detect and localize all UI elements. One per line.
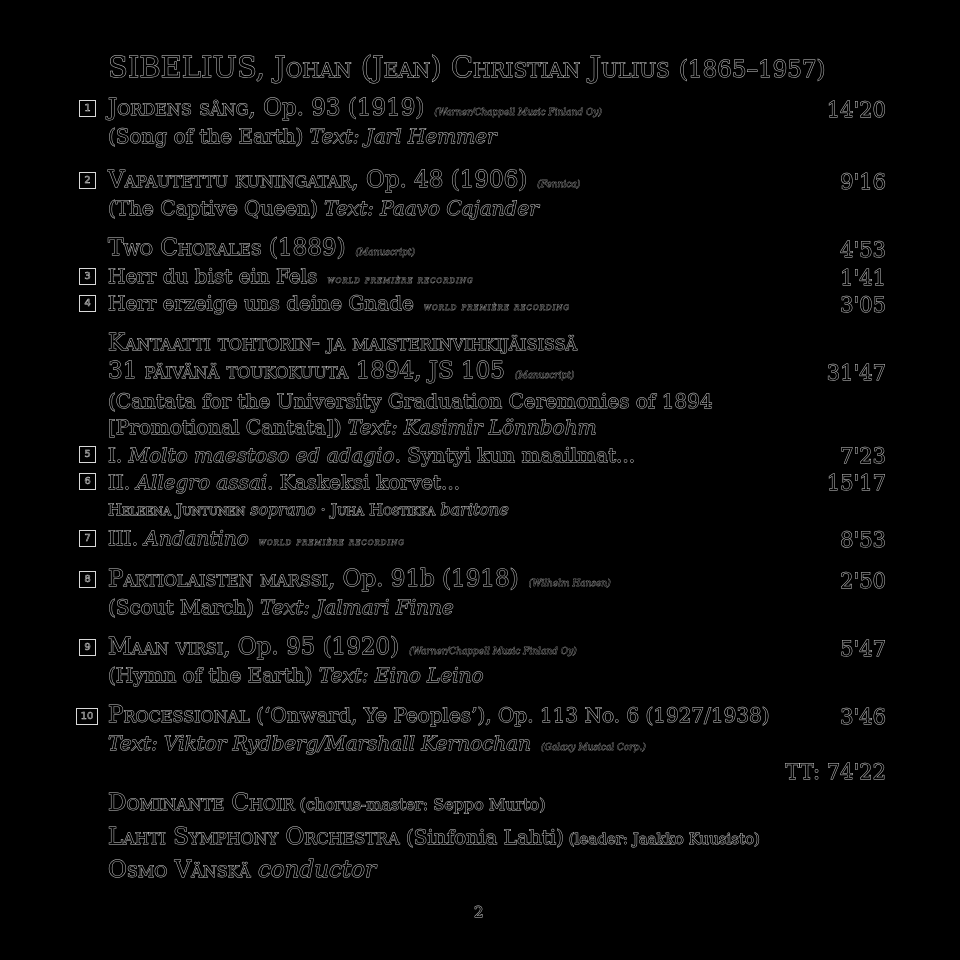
cantata-subtitle-line1: (Cantata for the University Graduation Ceremonies of 1894 — [108, 389, 713, 413]
orchestra-name: Lahti Symphony Orchestra — [108, 824, 400, 850]
track-duration: 2'50 — [840, 569, 886, 593]
work-title: Jordens sång — [108, 95, 249, 121]
work-subtitle — [108, 196, 539, 220]
movement-number: II. — [108, 470, 131, 494]
work-opus: , Op. 93 (1919) — [248, 95, 425, 121]
track-number: 4 — [79, 295, 96, 312]
subtitle-text: (The Captive Queen) — [108, 196, 318, 220]
text-label: Text: — [318, 663, 369, 687]
work-subtitle — [108, 663, 484, 687]
work-opus: , JS 105 — [414, 358, 505, 384]
work-title: Herr erzeige uns deine Gnade — [108, 291, 414, 315]
work-year: (1889) — [261, 235, 346, 261]
track-duration: 8'53 — [840, 528, 886, 552]
publisher: (Wilhelm Hansen) — [528, 579, 611, 589]
orchestra-alt-name: (Sinfonia Lahti) — [399, 825, 564, 849]
cantata-duration: 31'47 — [826, 361, 886, 385]
soloist-voice: soprano — [250, 500, 316, 519]
track-number: 1 — [79, 100, 96, 117]
text-author: Kasimir Lönnbohm — [403, 415, 597, 439]
track-duration: 14'20 — [826, 98, 886, 122]
text-author: Eino Leino — [374, 663, 484, 687]
text-author: Viktor Rydberg/Marshall Kernochan — [164, 731, 531, 755]
total-time: TT: 74'22 — [785, 760, 886, 784]
work-opus: (‘Onward, Ye Peoples’), Op. 113 No. 6 (1927/1938) — [249, 703, 770, 727]
track-number: 5 — [79, 446, 96, 463]
group-duration: 4'53 — [840, 238, 886, 262]
cantata-title-date: 31 päivänä toukokuuta 1894 — [108, 358, 415, 384]
publisher: (Warner/Chappell Music Finland Oy) — [434, 108, 602, 118]
choir-line — [108, 790, 546, 816]
movement-number: III. — [108, 526, 139, 550]
track-number: 8 — [79, 571, 96, 588]
text-label: Text: — [347, 415, 398, 439]
work-title: Herr du bist ein Fels — [108, 264, 318, 288]
text-label: Text: — [260, 595, 310, 619]
track-duration: 9'16 — [840, 170, 886, 194]
separator: · — [315, 500, 331, 519]
orchestra-line — [108, 824, 760, 850]
premiere-note: world première recording — [258, 537, 405, 548]
choir-name: Dominante Choir — [108, 790, 295, 816]
publisher: (Warner/Chappell Music Finland Oy) — [409, 647, 577, 657]
track-duration: 7'23 — [840, 444, 886, 468]
premiere-note: world première recording — [327, 275, 474, 286]
track-duration: 3'05 — [840, 293, 886, 317]
work-opus: , Op. 95 (1920) — [223, 634, 400, 660]
movement-tempo: Molto maestoso ed adagio — [128, 443, 395, 467]
publisher: (Fennica) — [537, 180, 581, 190]
text-author: Paavo Cajander — [380, 196, 539, 220]
cantata-subtitle-line2 — [108, 415, 597, 439]
text-label: Text: — [324, 196, 374, 220]
track-duration: 1'41 — [840, 266, 886, 290]
publisher: (Manuscript) — [355, 248, 415, 258]
track-title-line — [108, 167, 580, 193]
movement-tempo: Allegro assai — [136, 470, 268, 494]
publisher: (Galaxy Musical Corp.) — [541, 743, 646, 753]
track-title-line — [108, 566, 611, 592]
subtitle-text: (Song of the Earth) — [108, 124, 304, 148]
work-title: Partiolaisten marssi — [108, 566, 328, 592]
movement-line — [108, 470, 460, 494]
subtitle-text: (Scout March) — [108, 595, 254, 619]
track-number: 6 — [79, 473, 96, 490]
work-title: Two Chorales — [108, 235, 262, 261]
text-author: Jalmari Finne — [316, 595, 454, 619]
work-subtitle — [108, 731, 646, 755]
orchestra-detail: (leader: Jaakko Kuusisto) — [563, 830, 760, 848]
work-opus: , Op. 48 (1906) — [351, 167, 528, 193]
track-number: 3 — [79, 268, 96, 285]
track-duration: 5'47 — [840, 637, 886, 661]
track-title-line — [108, 264, 474, 288]
movement-tempo: Andantino — [144, 526, 249, 550]
text-author: Jarl Hemmer — [365, 124, 497, 148]
movement-words: . Kaskeksi korvet... — [267, 470, 461, 494]
movement-line — [108, 443, 635, 467]
page-number: 2 — [474, 903, 484, 921]
work-group-title — [108, 235, 415, 261]
work-subtitle — [108, 595, 454, 619]
soloist-voice: baritone — [440, 500, 509, 519]
publisher: (Manuscript) — [514, 371, 575, 381]
composer-heading — [108, 50, 826, 84]
conductor-name: Osmo Vänskä — [108, 857, 251, 883]
composer-name: SIBELIUS, Johan (Jean) Christian Julius — [108, 50, 670, 84]
track-number: 9 — [79, 639, 96, 656]
track-title-line — [108, 634, 577, 660]
work-title: Processional — [108, 702, 250, 728]
choir-detail: (chorus-master: Seppo Murto) — [294, 795, 546, 814]
cantata-title-line2 — [108, 358, 574, 384]
work-opus: , Op. 91b (1918) — [327, 566, 519, 592]
track-number: 7 — [79, 530, 96, 547]
soloist-name: Heleena Juntunen — [108, 500, 246, 519]
text-label: Text: — [108, 731, 158, 755]
work-title: Vapautettu kuningatar — [108, 167, 352, 193]
soloists-line — [108, 500, 509, 519]
text-label: Text: — [309, 124, 360, 148]
track-duration: 15'17 — [826, 471, 886, 495]
subtitle-text: [Promotional Cantata]) — [108, 415, 342, 439]
movement-words: . Syntyi kun maailmat... — [394, 443, 636, 467]
conductor-role: conductor — [257, 857, 376, 883]
work-title: Maan virsi — [108, 634, 224, 660]
track-title-line — [108, 95, 602, 121]
cantata-title-line1: Kantaatti tohtorin- ja maisterinvihkijäisissä — [108, 330, 578, 356]
subtitle-text: (Hymn of the Earth) — [108, 663, 313, 687]
movement-number: I. — [108, 443, 123, 467]
composer-dates: (1865–1957) — [679, 57, 826, 83]
track-number: 10 — [76, 708, 98, 725]
track-number: 2 — [79, 172, 96, 189]
soloist-name: Juha Hostikka — [330, 500, 436, 519]
premiere-note: world première recording — [423, 302, 571, 313]
work-subtitle — [108, 124, 497, 148]
track-title-line — [108, 702, 770, 728]
track-title-line — [108, 291, 570, 315]
track-duration: 3'46 — [840, 705, 886, 729]
conductor-line — [108, 857, 376, 883]
movement-line — [108, 526, 405, 550]
